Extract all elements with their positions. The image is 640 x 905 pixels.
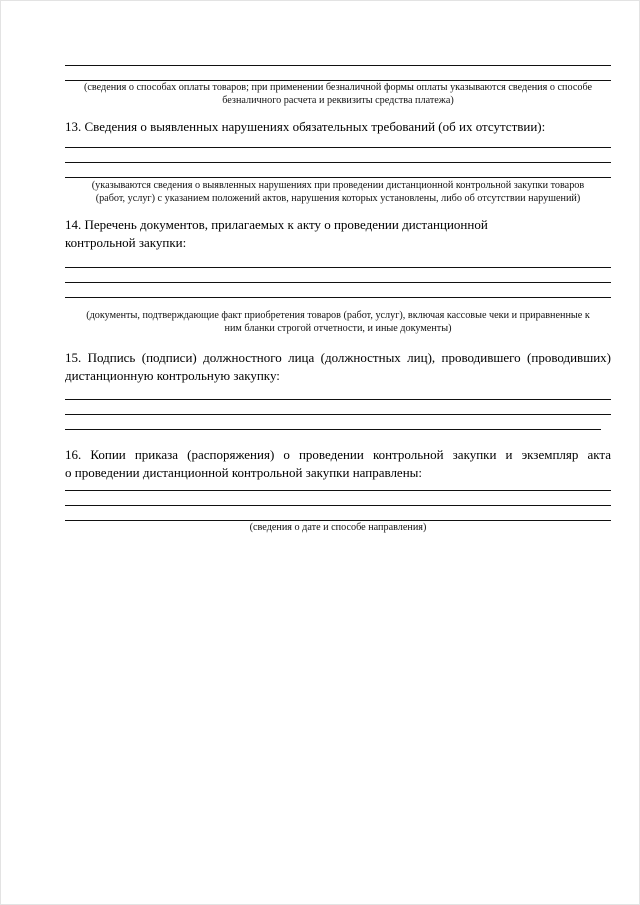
fill-line bbox=[65, 399, 611, 400]
fill-line bbox=[65, 267, 611, 268]
section-16-heading bbox=[65, 446, 611, 482]
fill-line bbox=[65, 80, 611, 81]
caption-payment bbox=[65, 82, 611, 107]
caption-line: (указываются сведения о выявленных нарушениях при проведении дистанционной контрольной закупки товаров bbox=[91, 180, 585, 191]
fill-line bbox=[65, 162, 611, 163]
section-16-line: о проведении дистанционной контрольной закупки направлены: bbox=[65, 465, 423, 480]
fill-line bbox=[65, 177, 611, 178]
fill-line bbox=[65, 490, 611, 491]
fill-line bbox=[65, 429, 601, 430]
fill-line bbox=[65, 414, 611, 415]
section-15-line: дистанционную контрольную закупку: bbox=[65, 368, 280, 383]
caption-line: (документы, подтверждающие факт приобретения товаров (работ, услуг), включая кассовые чеки и приравненные к bbox=[86, 310, 590, 321]
caption-line: ним бланки строгой отчетности, и иные документы) bbox=[224, 322, 452, 334]
caption-violations bbox=[65, 180, 611, 205]
section-13-text: 13. Сведения о выявленных нарушениях обязательных требований (об их отсутствии): bbox=[65, 119, 546, 134]
fill-line bbox=[65, 505, 611, 506]
section-14-heading bbox=[65, 216, 611, 252]
fill-line bbox=[65, 520, 611, 521]
caption-sending bbox=[65, 522, 611, 535]
caption-line: безналичного расчета и реквизиты средства платежа) bbox=[222, 94, 454, 106]
caption-line: (работ, услуг) с указанием положений актов, нарушения которых установлены, либо об отсутствии нарушений) bbox=[95, 192, 581, 204]
caption-line: (сведения о способах оплаты товаров; при применении безналичной формы оплаты указываются сведения о способе bbox=[83, 82, 593, 93]
fill-line bbox=[65, 297, 611, 298]
fill-line bbox=[65, 65, 611, 66]
section-15-line: 15. Подпись (подписи) должностного лица (должностных лиц), проводившего (проводивших) bbox=[65, 350, 611, 365]
fill-line bbox=[65, 282, 611, 283]
fill-line bbox=[65, 147, 611, 148]
section-13-heading bbox=[65, 118, 611, 136]
section-14-line: 14. Перечень документов, прилагаемых к акту о проведении дистанционной bbox=[65, 217, 488, 232]
section-15-heading bbox=[65, 349, 611, 385]
section-16-line: 16. Копии приказа (распоряжения) о проведении контрольной закупки и экземпляр акта bbox=[65, 447, 611, 462]
caption-documents bbox=[65, 310, 611, 335]
caption-line: (сведения о дате и способе направления) bbox=[249, 522, 427, 533]
section-14-line: контрольной закупки: bbox=[65, 235, 187, 250]
